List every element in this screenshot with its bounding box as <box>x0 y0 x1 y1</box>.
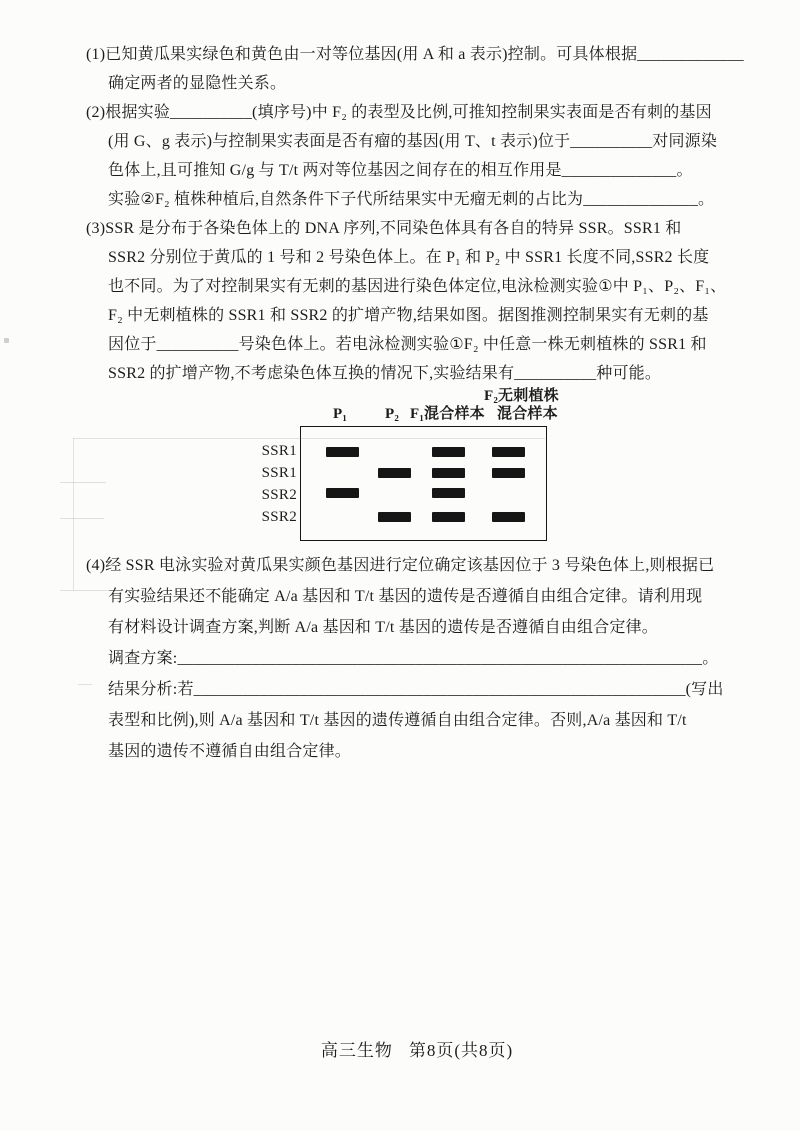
text-line: 有实验结果还不能确定 A/a 基因和 T/t 基因的遗传是否遵循自由组合定律。请利用现 <box>108 588 703 605</box>
page-footer <box>0 1036 800 1061</box>
text-line: 调查方案:________________________________________________________________。 <box>108 650 719 667</box>
lane-header-p1: P₁ <box>333 406 348 422</box>
scan-artifact-line <box>60 590 108 591</box>
gel-band <box>492 468 525 478</box>
gel-band <box>432 468 465 478</box>
gel-row-label: SSR2 <box>261 509 297 525</box>
scan-artifact-line <box>60 482 106 483</box>
text-line: 因位于__________号染色体上。若电泳检测实验①F₂ 中任意一株无刺植株的 SSR1 和 <box>108 336 707 353</box>
gel-box <box>300 426 547 541</box>
gel-band <box>432 488 465 498</box>
text-line: SSR2 分别位于黄瓜的 1 号和 2 号染色体上。在 P₁ 和 P₂ 中 SSR1 长度不同,SSR2 长度 <box>108 249 710 266</box>
question-text-upper <box>86 40 766 388</box>
scan-artifact-line <box>73 438 545 439</box>
question-text-lower <box>86 550 766 767</box>
text-line: SSR2 的扩增产物,不考虑染色体互换的情况下,实验结果有__________种可能。 <box>108 365 662 382</box>
gel-band <box>492 447 525 457</box>
lane-header-p2: P₂ <box>385 406 400 422</box>
text-line: (1)已知黄瓜果实绿色和黄色由一对等位基因(用 A 和 a 表示)控制。可具体根据_____________ <box>86 46 744 63</box>
footer-course-title: 高三生物 <box>320 1041 393 1060</box>
gel-band <box>378 512 411 522</box>
lane-header-f2-spineless-line2: 混合样本 <box>497 406 558 422</box>
footer-page-number: 第8页(共8页) <box>408 1041 514 1060</box>
gel-row-label: SSR1 <box>261 443 297 459</box>
text-line: 基因的遗传不遵循自由组合定律。 <box>108 743 352 760</box>
gel-band <box>492 512 525 522</box>
text-line: (2)根据实验__________(填序号)中 F₂ 的表型及比例,可推知控制果实表面是否有刺的基因 <box>86 104 712 121</box>
lane-header-f1-mixed: F₁混合样本 <box>410 406 485 422</box>
text-line: (3)SSR 是分布于各染色体上的 DNA 序列,不同染色体具有各自的特异 SSR。SSR1 和 <box>86 220 682 237</box>
text-line: (4)经 SSR 电泳实验对黄瓜果实颜色基因进行定位确定该基因位于 3 号染色体上,则根据已 <box>86 557 715 574</box>
scan-artifact-line <box>78 684 92 685</box>
text-line: 表型和比例),则 A/a 基因和 T/t 基因的遗传遵循自由组合定律。否则,A/a 基因和 T/t <box>108 712 687 729</box>
gel-band <box>432 447 465 457</box>
text-line: 实验②F₂ 植株种植后,自然条件下子代所结果实中无瘤无刺的占比为______________。 <box>108 191 715 208</box>
text-line: F₂ 中无刺植株的 SSR1 和 SSR2 的扩增产物,结果如图。据图推测控制果实有无刺的基 <box>108 307 709 324</box>
scan-artifact-dot <box>4 338 9 343</box>
text-line: 也不同。为了对控制果实有无刺的基因进行染色体定位,电泳检测实验①中 P₁、P₂、F₁、 <box>108 278 727 295</box>
text-line: 确定两者的显隐性关系。 <box>108 75 287 92</box>
text-line: 色体上,且可推知 G/g 与 T/t 两对等位基因之间存在的相互作用是______________。 <box>108 162 693 179</box>
gel-band <box>432 512 465 522</box>
scan-artifact-line <box>73 438 74 590</box>
gel-band <box>326 447 359 457</box>
scan-artifact-line <box>60 518 104 519</box>
text-line: 结果分析:若____________________________________________________________(写出 <box>108 681 724 698</box>
gel-row-label: SSR2 <box>261 487 297 503</box>
gel-band <box>378 468 411 478</box>
gel-row-label: SSR1 <box>261 465 297 481</box>
lane-header-f2-spineless-line1: F₂无刺植株 <box>484 388 559 404</box>
text-line: (用 G、g 表示)与控制果实表面是否有瘤的基因(用 T、t 表示)位于__________对同源染 <box>108 133 718 150</box>
text-line: 有材料设计调查方案,判断 A/a 基因和 T/t 基因的遗传是否遵循自由组合定律。 <box>108 619 658 636</box>
gel-band <box>326 488 359 498</box>
